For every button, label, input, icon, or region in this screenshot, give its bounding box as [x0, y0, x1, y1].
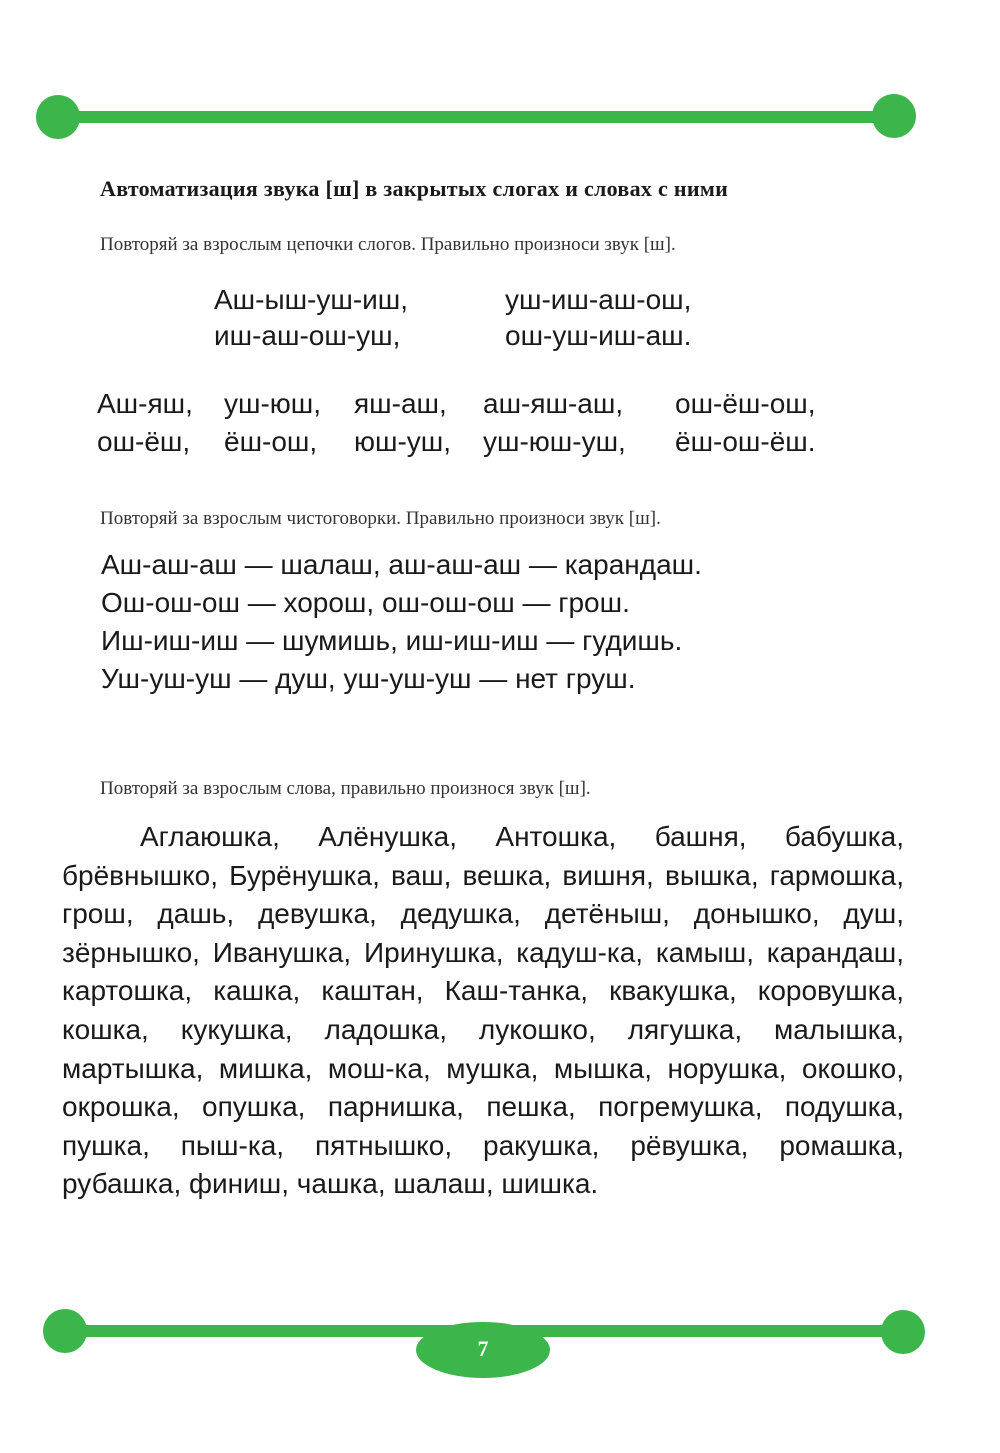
syllable-grid-cell: ош-уш-иш-аш.: [505, 320, 692, 351]
bottom-divider-left-dot: [43, 1309, 87, 1353]
top-divider-right-dot: [872, 94, 916, 138]
top-divider-left-dot: [36, 95, 80, 139]
syllable-row-item: уш-юш,: [224, 388, 322, 419]
instruction-syllable-chains: Повторяй за взрослым цепочки слогов. Правильно произноси звук [ш].: [100, 234, 676, 255]
syllable-row-item: ош-ёш-ош,: [675, 388, 816, 419]
syllable-grid-cell: иш-аш-ош-уш,: [214, 320, 401, 351]
tongue-twister-line: Уш-уш-уш — душ, уш-уш-уш — нет груш.: [101, 663, 636, 694]
tongue-twister-line: Ош-ош-ош — хорош, ош-ош-ош — грош.: [101, 587, 630, 618]
syllable-row-item: юш-уш,: [354, 426, 452, 457]
syllable-row-item: ош-ёш,: [97, 426, 191, 457]
syllable-row-item: уш-юш-уш,: [483, 426, 626, 457]
syllable-row-item: ёш-ош-ёш.: [675, 426, 816, 457]
syllable-row-item: аш-яш-аш,: [483, 388, 624, 419]
instruction-tongue-twisters: Повторяй за взрослым чистоговорки. Правильно произноси звук [ш].: [100, 508, 661, 529]
syllable-row-item: яш-аш,: [354, 388, 447, 419]
tongue-twister-line: Аш-аш-аш — шалаш, аш-аш-аш — карандаш.: [101, 549, 702, 580]
page-number: 7: [416, 1322, 550, 1378]
syllable-row-item: Аш-яш,: [97, 388, 193, 419]
bottom-divider-right-dot: [881, 1310, 925, 1354]
tongue-twister-line: Иш-иш-иш — шумишь, иш-иш-иш — гудишь.: [101, 625, 683, 656]
syllable-row-item: ёш-ош,: [224, 426, 318, 457]
top-divider-bar: [58, 111, 896, 123]
syllable-grid-cell: уш-иш-аш-ош,: [505, 284, 692, 315]
page-title: Автоматизация звука [ш] в закрытых слогах и словах с ними: [100, 176, 729, 201]
word-list-paragraph: Аглаюшка, Алёнушка, Антошка, башня, бабушка, брёвнышко, Бурёнушка, ваш, вешка, вишня, вышка, гармошка, грош, дашь, девушка, дедушка, детёныш, донышко, душ, зёрнышко, Иванушка, Иринушка, кадуш-ка, камыш, карандаш, картошка, кашка, каштан, Каш-танка, квакушка, коровушка, кошка, кукушка, ладошка, лукошко, лягушка, малышка, мартышка, мишка, мош-ка, мушка, мышка, норушка, окошко, окрошка, опушка, парнишка, пешка, погремушка, подушка, пушка, пыш-ка, пятнышко, ракушка, рёвушка, ромашка, рубашка, финиш, чашка, шалаш, шишка.: [62, 821, 904, 1200]
syllable-grid-cell: Аш-ыш-уш-иш,: [214, 284, 409, 315]
instruction-words: Повторяй за взрослым слова, правильно произнося звук [ш].: [100, 778, 591, 799]
